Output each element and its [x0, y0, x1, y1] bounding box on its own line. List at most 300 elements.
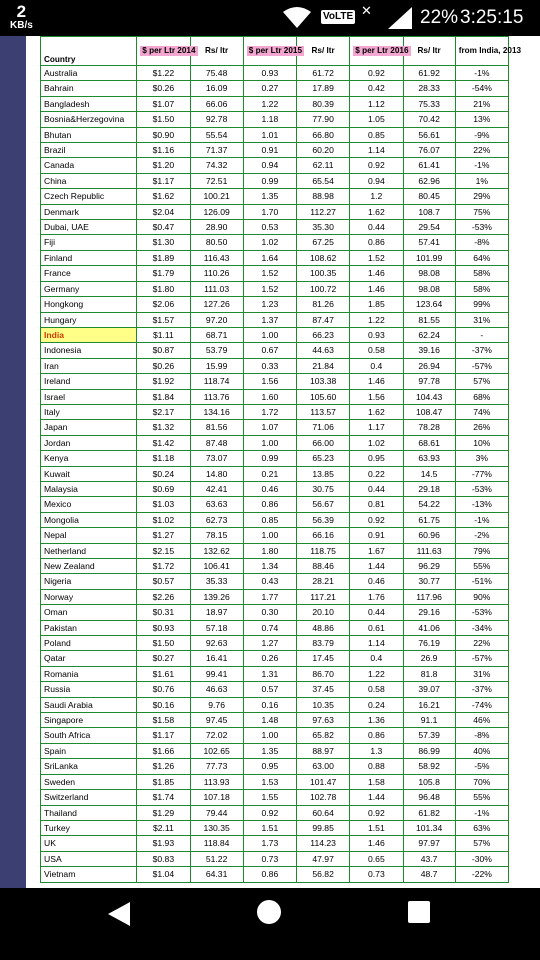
value-cell: -37% — [455, 343, 508, 358]
table-row — [41, 820, 509, 835]
value-cell: 28.21 — [297, 574, 350, 589]
value-cell: 0.53 — [243, 220, 296, 235]
table-row — [41, 404, 509, 419]
value-cell: 46% — [455, 713, 508, 728]
country-cell: Bosnia&Herzegovina — [41, 112, 137, 127]
country-cell: Saudi Arabia — [41, 697, 137, 712]
fuel-price-table — [40, 36, 522, 883]
country-cell: Poland — [41, 636, 137, 651]
value-cell: 26.94 — [403, 358, 455, 373]
value-cell: -30% — [455, 851, 508, 866]
home-icon[interactable] — [257, 900, 281, 924]
value-cell: -57% — [455, 358, 508, 373]
value-cell: $2.17 — [137, 404, 190, 419]
table-row — [41, 605, 509, 620]
back-icon[interactable] — [108, 902, 130, 926]
value-cell: 92.78 — [190, 112, 243, 127]
value-cell: $1.26 — [137, 759, 190, 774]
value-cell: 1.56 — [243, 374, 296, 389]
value-cell: 41.06 — [403, 620, 455, 635]
value-cell: $1.79 — [137, 266, 190, 281]
value-cell: $1.58 — [137, 713, 190, 728]
value-cell: 22% — [455, 636, 508, 651]
value-cell: 68.61 — [403, 435, 455, 450]
value-cell: 80.45 — [403, 189, 455, 204]
value-cell: $1.04 — [137, 867, 190, 882]
table-row — [41, 81, 509, 96]
value-cell: $1.84 — [137, 389, 190, 404]
table-header-row — [41, 37, 509, 66]
value-cell: 0.43 — [243, 574, 296, 589]
network-speed-unit: KB/s — [10, 20, 33, 31]
value-cell: 101.47 — [297, 774, 350, 789]
value-cell: 97.78 — [403, 374, 455, 389]
value-cell: $1.32 — [137, 420, 190, 435]
value-cell: 77.90 — [297, 112, 350, 127]
value-cell: 1% — [455, 173, 508, 188]
value-cell: 66.80 — [297, 127, 350, 142]
table-row — [41, 528, 509, 543]
value-cell: $1.66 — [137, 743, 190, 758]
value-cell: 70% — [455, 774, 508, 789]
value-cell: 0.99 — [243, 173, 296, 188]
value-cell: 26.9 — [403, 651, 455, 666]
value-cell: 79% — [455, 543, 508, 558]
value-cell: $0.47 — [137, 220, 190, 235]
value-cell: 86.99 — [403, 743, 455, 758]
value-cell: $1.42 — [137, 435, 190, 450]
value-cell: $1.80 — [137, 281, 190, 296]
value-cell: 0.92 — [350, 66, 403, 81]
value-cell: 108.7 — [403, 204, 455, 219]
value-cell: 16.09 — [190, 81, 243, 96]
value-cell: 0.74 — [243, 620, 296, 635]
country-cell: Kenya — [41, 451, 137, 466]
value-cell: 1.55 — [243, 790, 296, 805]
status-bar — [0, 0, 540, 36]
country-cell: Switzerland — [41, 790, 137, 805]
value-cell: -53% — [455, 605, 508, 620]
value-cell: 1.00 — [243, 728, 296, 743]
country-cell: UK — [41, 836, 137, 851]
table-row — [41, 189, 509, 204]
country-cell: Hungary — [41, 312, 137, 327]
value-cell: 57% — [455, 374, 508, 389]
value-cell: 0.58 — [350, 682, 403, 697]
value-cell: 63.63 — [190, 497, 243, 512]
value-cell: 117.21 — [297, 589, 350, 604]
value-cell: $1.50 — [137, 112, 190, 127]
table-row — [41, 173, 509, 188]
country-cell: Germany — [41, 281, 137, 296]
country-cell: Denmark — [41, 204, 137, 219]
value-cell: 83.79 — [297, 636, 350, 651]
value-cell: 44.63 — [297, 343, 350, 358]
value-cell: 42.41 — [190, 481, 243, 496]
value-cell: $0.69 — [137, 481, 190, 496]
value-cell: $1.93 — [137, 836, 190, 851]
value-cell: 57.41 — [403, 235, 455, 250]
table-row — [41, 112, 509, 127]
value-cell: 81.56 — [190, 420, 243, 435]
country-cell: Bhutan — [41, 127, 137, 142]
country-cell: Brazil — [41, 143, 137, 158]
value-cell: 16.41 — [190, 651, 243, 666]
value-cell: 1.35 — [243, 189, 296, 204]
value-cell: 0.46 — [350, 574, 403, 589]
value-cell: 0.95 — [243, 759, 296, 774]
value-cell: 0.92 — [350, 158, 403, 173]
value-cell: 0.65 — [350, 851, 403, 866]
value-cell: 127.26 — [190, 297, 243, 312]
value-cell: 53.79 — [190, 343, 243, 358]
value-cell: 1.64 — [243, 250, 296, 265]
value-cell: 17.89 — [297, 81, 350, 96]
value-cell: 40% — [455, 743, 508, 758]
value-cell: 70.42 — [403, 112, 455, 127]
table-row — [41, 96, 509, 111]
value-cell: $1.22 — [137, 66, 190, 81]
value-cell: 30.77 — [403, 574, 455, 589]
country-cell: Bahrain — [41, 81, 137, 96]
value-cell: 0.92 — [350, 805, 403, 820]
table-row — [41, 127, 509, 142]
value-cell: 118.75 — [297, 543, 350, 558]
value-cell: 60.20 — [297, 143, 350, 158]
value-cell: 1.46 — [350, 266, 403, 281]
country-cell: SriLanka — [41, 759, 137, 774]
left-side-bar — [0, 36, 26, 888]
table-row — [41, 713, 509, 728]
table-row — [41, 143, 509, 158]
value-cell: $1.27 — [137, 528, 190, 543]
value-cell: 88.98 — [297, 189, 350, 204]
value-cell: 1.44 — [350, 790, 403, 805]
value-cell: 0.86 — [350, 235, 403, 250]
value-cell: 1.00 — [243, 528, 296, 543]
value-cell: 29.54 — [403, 220, 455, 235]
value-cell: 65.82 — [297, 728, 350, 743]
value-cell: 111.63 — [403, 543, 455, 558]
table-row — [41, 420, 509, 435]
value-cell: 92.63 — [190, 636, 243, 651]
value-cell: 1.51 — [243, 820, 296, 835]
value-cell: 55.54 — [190, 127, 243, 142]
country-cell: Jordan — [41, 435, 137, 450]
value-cell: $2.06 — [137, 297, 190, 312]
country-cell: Israel — [41, 389, 137, 404]
value-cell: -34% — [455, 620, 508, 635]
value-cell: $1.17 — [137, 728, 190, 743]
value-cell: 30.75 — [297, 481, 350, 496]
value-cell: 111.03 — [190, 281, 243, 296]
value-cell: 31% — [455, 666, 508, 681]
value-cell: 65.54 — [297, 173, 350, 188]
value-cell: 1.53 — [243, 774, 296, 789]
value-cell: - — [455, 327, 508, 342]
value-cell: $1.89 — [137, 250, 190, 265]
value-cell: $1.02 — [137, 512, 190, 527]
value-cell: -5% — [455, 759, 508, 774]
country-cell: Spain — [41, 743, 137, 758]
header-rs-2015: Rs/ ltr — [297, 37, 350, 66]
value-cell: 0.93 — [243, 66, 296, 81]
table-row — [41, 790, 509, 805]
navigation-bar — [0, 888, 540, 960]
battery-percent: 22% — [420, 7, 459, 28]
country-cell: Bangladesh — [41, 96, 137, 111]
value-cell: 1.52 — [243, 266, 296, 281]
value-cell: $1.50 — [137, 636, 190, 651]
value-cell: $2.11 — [137, 820, 190, 835]
value-cell: $0.24 — [137, 466, 190, 481]
value-cell: 10.35 — [297, 697, 350, 712]
value-cell: 81.26 — [297, 297, 350, 312]
value-cell: 1.12 — [350, 96, 403, 111]
table-row — [41, 435, 509, 450]
value-cell: 57.39 — [403, 728, 455, 743]
value-cell: 112.27 — [297, 204, 350, 219]
value-cell: 21% — [455, 96, 508, 111]
value-cell: 0.44 — [350, 220, 403, 235]
value-cell: 14.5 — [403, 466, 455, 481]
value-cell: 99.85 — [297, 820, 350, 835]
image-viewer[interactable] — [0, 36, 540, 888]
value-cell: $0.26 — [137, 358, 190, 373]
country-cell: China — [41, 173, 137, 188]
value-cell: 75.48 — [190, 66, 243, 81]
value-cell: 1.14 — [350, 143, 403, 158]
value-cell: 68% — [455, 389, 508, 404]
table-row — [41, 851, 509, 866]
value-cell: 79.44 — [190, 805, 243, 820]
value-cell: 106.41 — [190, 559, 243, 574]
country-cell: Hongkong — [41, 297, 137, 312]
value-cell: 78.15 — [190, 528, 243, 543]
value-cell: 1.22 — [350, 666, 403, 681]
value-cell: 3% — [455, 451, 508, 466]
no-data-icon: ✕ — [361, 3, 372, 18]
value-cell: 80.50 — [190, 235, 243, 250]
table-row — [41, 805, 509, 820]
value-cell: 1.23 — [243, 297, 296, 312]
value-cell: $1.72 — [137, 559, 190, 574]
value-cell: 72.02 — [190, 728, 243, 743]
network-speed — [10, 3, 33, 31]
value-cell: 57% — [455, 836, 508, 851]
value-cell: 67.25 — [297, 235, 350, 250]
value-cell: $2.15 — [137, 543, 190, 558]
table-row — [41, 867, 509, 882]
value-cell: 22% — [455, 143, 508, 158]
value-cell: 113.93 — [190, 774, 243, 789]
value-cell: 1.67 — [350, 543, 403, 558]
value-cell: 64% — [455, 250, 508, 265]
value-cell: 81.8 — [403, 666, 455, 681]
value-cell: 1.07 — [243, 420, 296, 435]
value-cell: 116.43 — [190, 250, 243, 265]
value-cell: 29% — [455, 189, 508, 204]
value-cell: 103.38 — [297, 374, 350, 389]
country-cell: Thailand — [41, 805, 137, 820]
value-cell: $1.30 — [137, 235, 190, 250]
value-cell: $0.87 — [137, 343, 190, 358]
value-cell: 54.22 — [403, 497, 455, 512]
value-cell: 1.02 — [350, 435, 403, 450]
table-row — [41, 651, 509, 666]
value-cell: 62.96 — [403, 173, 455, 188]
table-row — [41, 327, 509, 342]
value-cell: 60.64 — [297, 805, 350, 820]
network-speed-value: 2 — [16, 2, 27, 21]
value-cell: 108.62 — [297, 250, 350, 265]
value-cell: 0.30 — [243, 605, 296, 620]
value-cell: 123.64 — [403, 297, 455, 312]
value-cell: $1.20 — [137, 158, 190, 173]
table-row — [41, 543, 509, 558]
header-country: Country — [41, 37, 137, 66]
table-row — [41, 374, 509, 389]
value-cell: 62.11 — [297, 158, 350, 173]
value-cell: 21.84 — [297, 358, 350, 373]
table-row — [41, 266, 509, 281]
value-cell: 13.85 — [297, 466, 350, 481]
table-row — [41, 466, 509, 481]
country-cell: USA — [41, 851, 137, 866]
value-cell: 61.72 — [297, 66, 350, 81]
value-cell: $0.76 — [137, 682, 190, 697]
value-cell: 0.86 — [350, 728, 403, 743]
value-cell: 1.3 — [350, 743, 403, 758]
value-cell: $1.85 — [137, 774, 190, 789]
value-cell: 71.37 — [190, 143, 243, 158]
value-cell: 100.35 — [297, 266, 350, 281]
value-cell: 1.80 — [243, 543, 296, 558]
country-cell: South Africa — [41, 728, 137, 743]
value-cell: $0.57 — [137, 574, 190, 589]
country-cell: Japan — [41, 420, 137, 435]
country-cell: India — [41, 327, 137, 342]
value-cell: 100.72 — [297, 281, 350, 296]
value-cell: 60.96 — [403, 528, 455, 543]
value-cell: 1.46 — [350, 836, 403, 851]
value-cell: $1.11 — [137, 327, 190, 342]
table-row — [41, 451, 509, 466]
value-cell: 29.16 — [403, 605, 455, 620]
value-cell: 96.48 — [403, 790, 455, 805]
value-cell: 97.63 — [297, 713, 350, 728]
value-cell: 0.92 — [350, 512, 403, 527]
header-usd-2016: $ per Ltr 2016 — [350, 37, 403, 66]
value-cell: $1.16 — [137, 143, 190, 158]
value-cell: $0.83 — [137, 851, 190, 866]
table-row — [41, 497, 509, 512]
value-cell: 0.86 — [243, 497, 296, 512]
header-rs-2016: Rs/ ltr — [403, 37, 455, 66]
value-cell: $1.62 — [137, 189, 190, 204]
value-cell: 63% — [455, 820, 508, 835]
value-cell: 0.94 — [243, 158, 296, 173]
value-cell: 1.01 — [243, 127, 296, 142]
value-cell: 1.77 — [243, 589, 296, 604]
country-cell: Sweden — [41, 774, 137, 789]
value-cell: 58.92 — [403, 759, 455, 774]
value-cell: 113.76 — [190, 389, 243, 404]
value-cell: 1.70 — [243, 204, 296, 219]
table-row — [41, 358, 509, 373]
value-cell: 58% — [455, 281, 508, 296]
value-cell: 1.00 — [243, 327, 296, 342]
value-cell: 1.52 — [243, 281, 296, 296]
value-cell: 100.21 — [190, 189, 243, 204]
value-cell: $0.93 — [137, 620, 190, 635]
country-cell: Russia — [41, 682, 137, 697]
value-cell: 76.07 — [403, 143, 455, 158]
header-from-india: from India, 2013 — [455, 37, 508, 66]
value-cell: 86.70 — [297, 666, 350, 681]
value-cell: 1.22 — [350, 312, 403, 327]
value-cell: 1.27 — [243, 636, 296, 651]
value-cell: 0.58 — [350, 343, 403, 358]
value-cell: 1.05 — [350, 112, 403, 127]
value-cell: 105.8 — [403, 774, 455, 789]
table-row — [41, 574, 509, 589]
value-cell: 43.7 — [403, 851, 455, 866]
value-cell: -1% — [455, 158, 508, 173]
table-row — [41, 158, 509, 173]
country-cell: Canada — [41, 158, 137, 173]
value-cell: $1.92 — [137, 374, 190, 389]
value-cell: 0.27 — [243, 81, 296, 96]
value-cell: 13% — [455, 112, 508, 127]
value-cell: 48.86 — [297, 620, 350, 635]
value-cell: 55% — [455, 559, 508, 574]
table-row — [41, 636, 509, 651]
value-cell: 1.35 — [243, 743, 296, 758]
value-cell: -74% — [455, 697, 508, 712]
country-cell: Pakistan — [41, 620, 137, 635]
value-cell: 28.90 — [190, 220, 243, 235]
value-cell: 97.97 — [403, 836, 455, 851]
value-cell: 58% — [455, 266, 508, 281]
value-cell: -1% — [455, 512, 508, 527]
value-cell: 0.44 — [350, 481, 403, 496]
country-cell: Czech Republic — [41, 189, 137, 204]
country-cell: Singapore — [41, 713, 137, 728]
value-cell: 75% — [455, 204, 508, 219]
value-cell: 101.34 — [403, 820, 455, 835]
value-cell: 104.43 — [403, 389, 455, 404]
value-cell: 57.18 — [190, 620, 243, 635]
value-cell: 0.73 — [350, 867, 403, 882]
value-cell: 1.44 — [350, 559, 403, 574]
value-cell: 1.02 — [243, 235, 296, 250]
country-cell: Finland — [41, 250, 137, 265]
value-cell: 1.46 — [350, 374, 403, 389]
table-row — [41, 620, 509, 635]
value-cell: 101.99 — [403, 250, 455, 265]
value-cell: 90% — [455, 589, 508, 604]
value-cell: $0.16 — [137, 697, 190, 712]
value-cell: 1.52 — [350, 250, 403, 265]
value-cell: -1% — [455, 66, 508, 81]
recents-icon[interactable] — [408, 901, 430, 923]
value-cell: 0.93 — [350, 327, 403, 342]
value-cell: 18.97 — [190, 605, 243, 620]
value-cell: 31% — [455, 312, 508, 327]
value-cell: 66.00 — [297, 435, 350, 450]
value-cell: 0.67 — [243, 343, 296, 358]
